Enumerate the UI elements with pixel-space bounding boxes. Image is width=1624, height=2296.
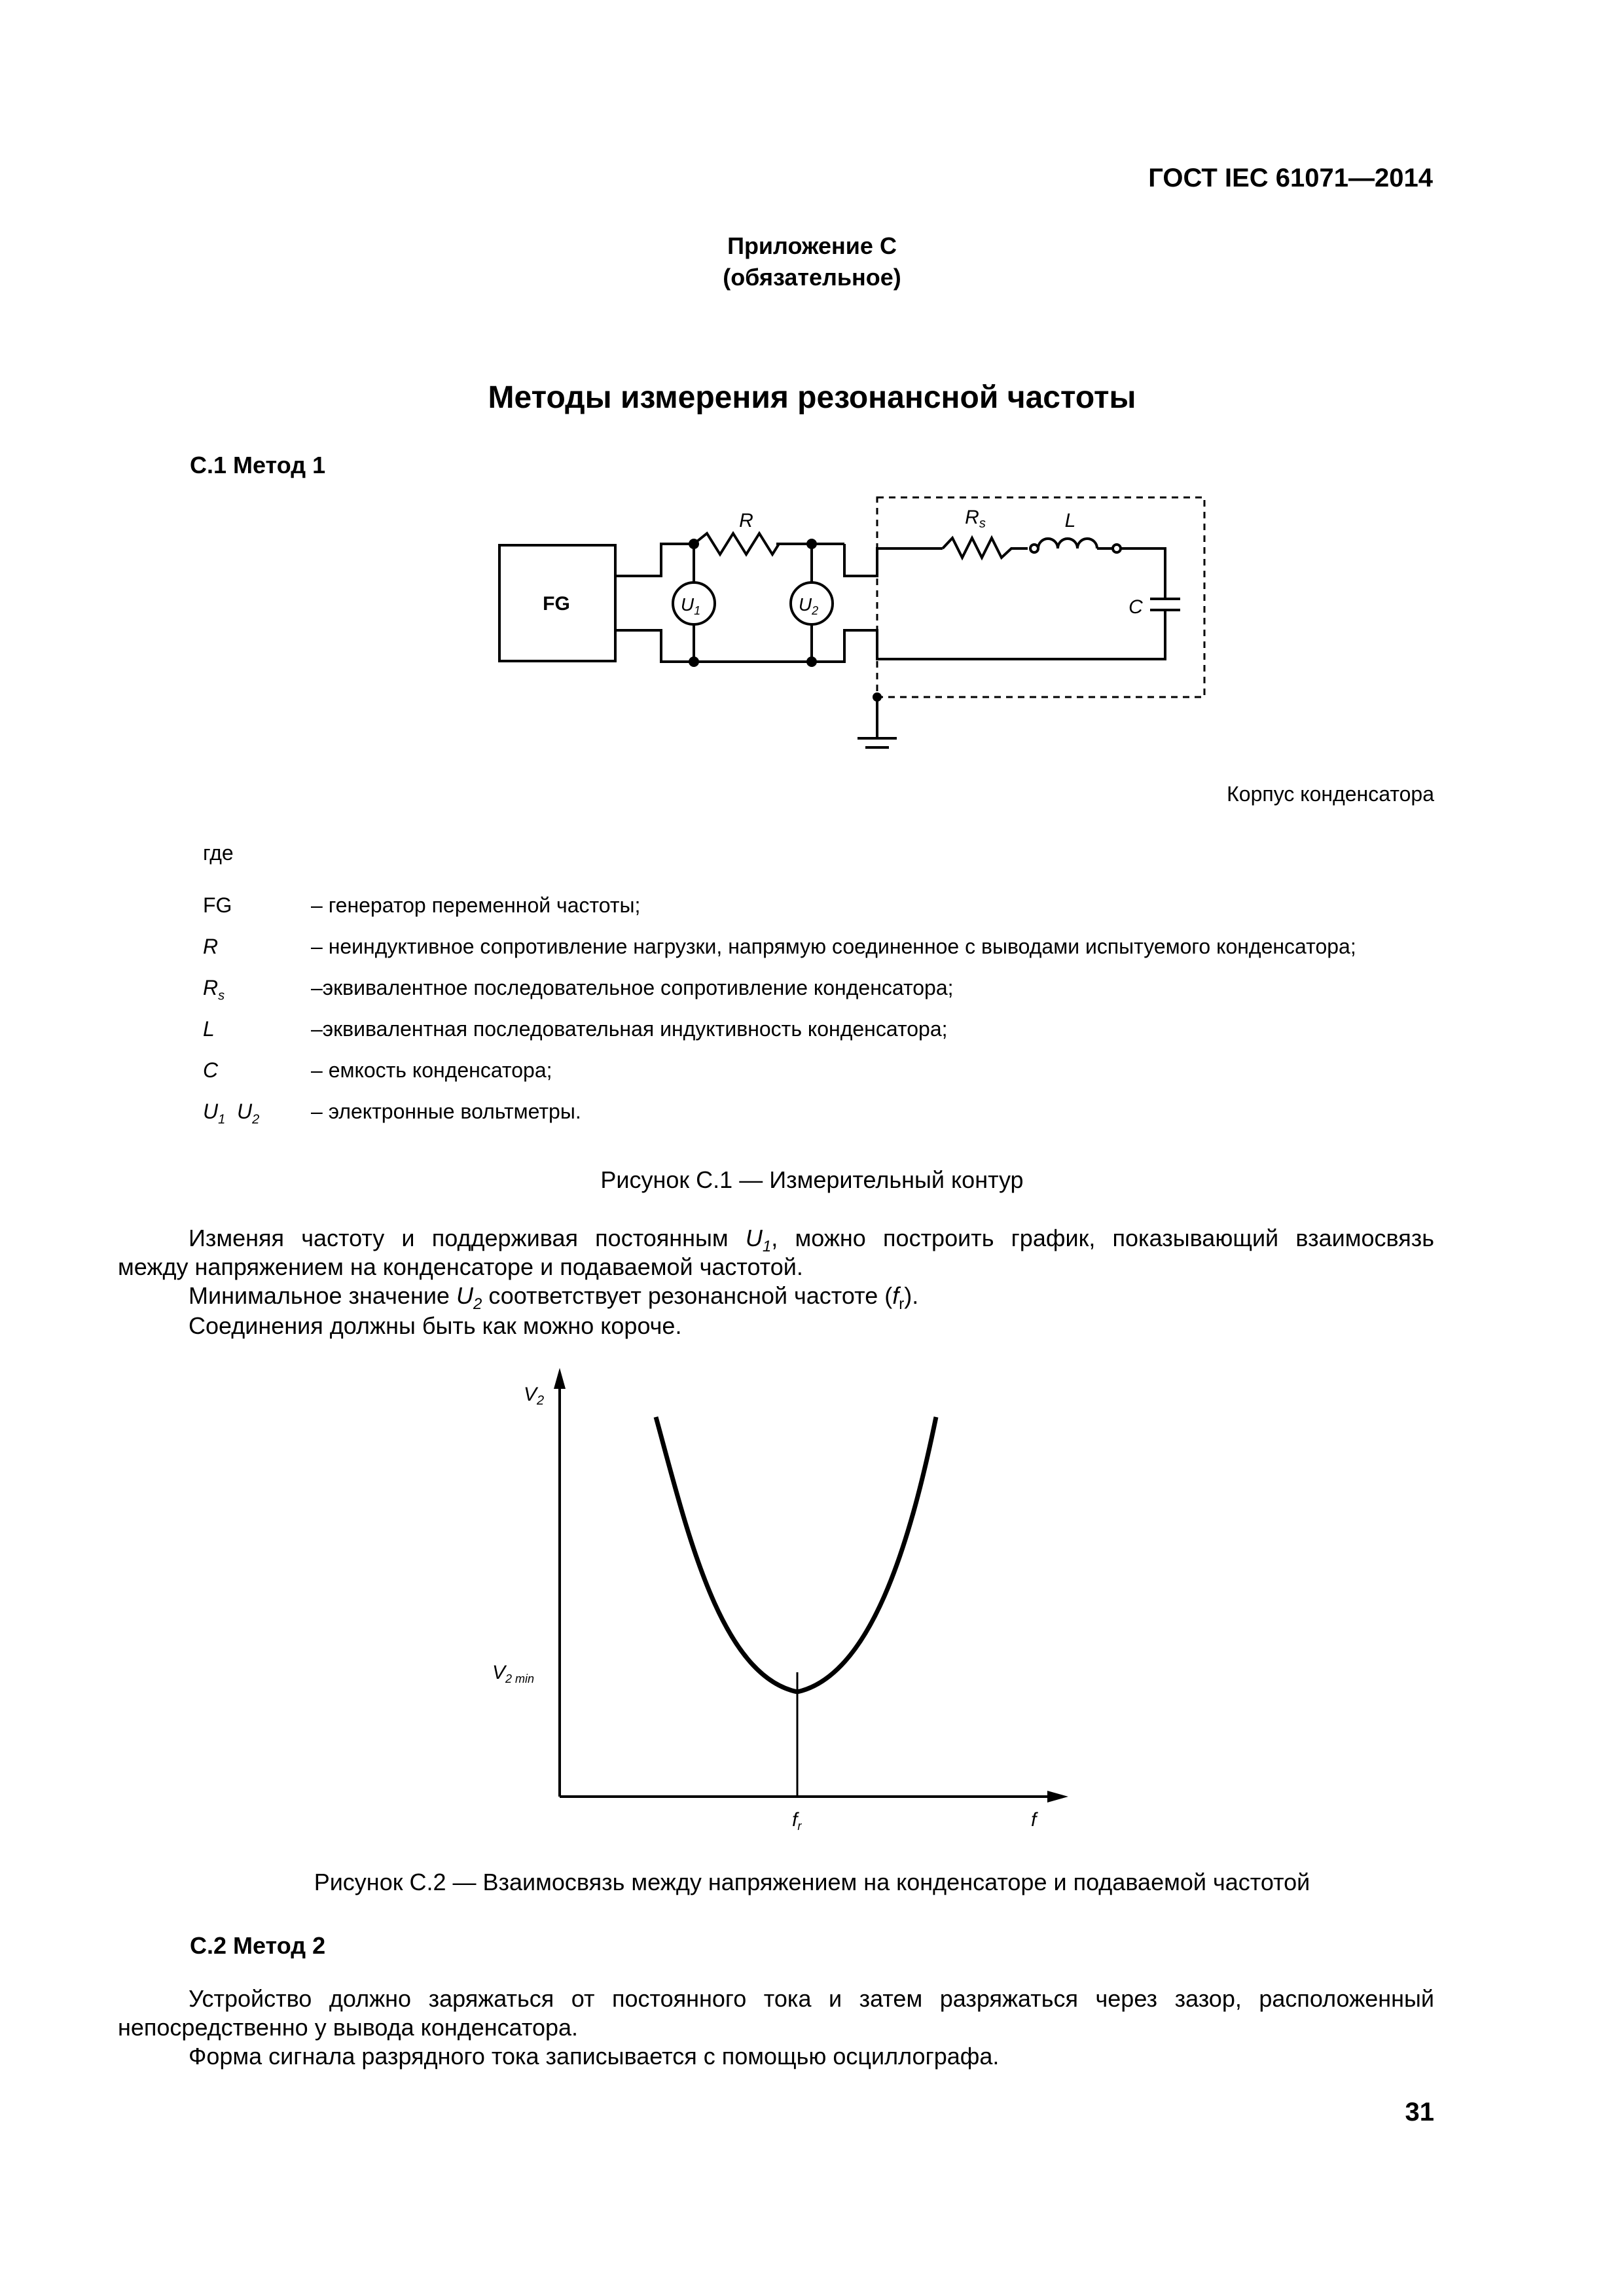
paragraph-line: Форма сигнала разрядного тока записывается с помощью осциллографа. [189,2043,1000,2070]
label-fg: FG [543,593,570,615]
bottom-wire [615,630,910,662]
label-rs: $R_s$ [965,507,986,531]
legend-description: – генератор переменной частоты; [311,893,641,917]
label-l: L [1064,510,1076,531]
paragraph-line: Соединения должны быть как можно короче. [189,1312,682,1339]
legend-where: где [203,841,234,865]
page-title: Методы измерения резонансной частоты [488,380,1136,415]
legend-symbol: $U_1$ $U_2$ [203,1100,260,1127]
legend-description: – электронные вольтметры. [311,1100,581,1123]
legend-description: –эквивалентная последовательная индуктивность конденсатора; [311,1017,948,1041]
annex-status: (обязательное) [723,264,901,291]
label-f: f [1031,1809,1037,1831]
legend-symbol: L [203,1017,215,1041]
resonance-curve-chart [484,1361,1074,1833]
inductor-l [1038,539,1097,548]
section-heading-c1: C.1 Метод 1 [190,452,326,478]
legend-symbol: C [203,1058,219,1082]
legend-symbol: R [203,935,219,958]
label-c: C [1128,596,1143,618]
resistor-rs [943,538,1028,558]
label-u2: $U_2$ [798,594,819,617]
v2-curve [656,1417,936,1692]
standard-number: ГОСТ IEC 61071—2014 [1148,164,1433,192]
paragraph-line: Минимальное значение $U_2$ соответствует резонансной частоте $(f_r)$. [189,1282,919,1314]
paragraph-line: непосредственно у вывода конденсатора. [118,2014,579,2041]
label-fr: $f_r$ [792,1809,802,1833]
label-v2min: $V_{2 min}$ [492,1662,535,1685]
capacitor-housing-outline [877,497,1204,697]
section-heading-c2: C.2 Метод 2 [190,1932,326,1959]
legend-symbol: FG [203,893,232,917]
paragraph-line: Устройство должно заряжаться от постоянного тока и затем разряжаться через зазор, расположенный [189,1985,1434,2012]
legend-description: – емкость конденсатора; [311,1058,552,1082]
paragraph-line: между напряжением на конденсаторе и подаваемой частотой. [118,1253,803,1280]
page-number: 31 [1405,2098,1434,2126]
annex-label: Приложение C [727,232,897,259]
paragraph-line: Изменяя частоту и поддерживая постоянным $U_1$, можно построить график, показывающий взаимосвязь [189,1225,1434,1256]
resistor-r [694,533,779,554]
housing-label: Корпус конденсатора [1227,782,1434,806]
label-v2: $V_2$ [524,1384,545,1408]
circuit-diagram [484,484,1231,772]
figure2-caption: Рисунок C.2 — Взаимосвязь между напряжением на конденсаторе и подаваемой частотой [314,1869,1310,1895]
label-u1: $U_1$ [680,594,701,617]
legend-symbol: $R_s$ [203,976,225,1003]
legend-description: –эквивалентное последовательное сопротивление конденсатора; [311,976,954,999]
label-r: R [739,510,753,531]
figure1-caption: Рисунок C.1 — Измерительный контур [600,1166,1024,1193]
top-wire-left [615,544,694,576]
legend-description: – неиндуктивное сопротивление нагрузки, напрямую соединенное с выводами испытуемого конденсатора; [311,935,1356,958]
x-axis-arrow [1047,1791,1068,1803]
y-axis-arrow [554,1368,566,1389]
